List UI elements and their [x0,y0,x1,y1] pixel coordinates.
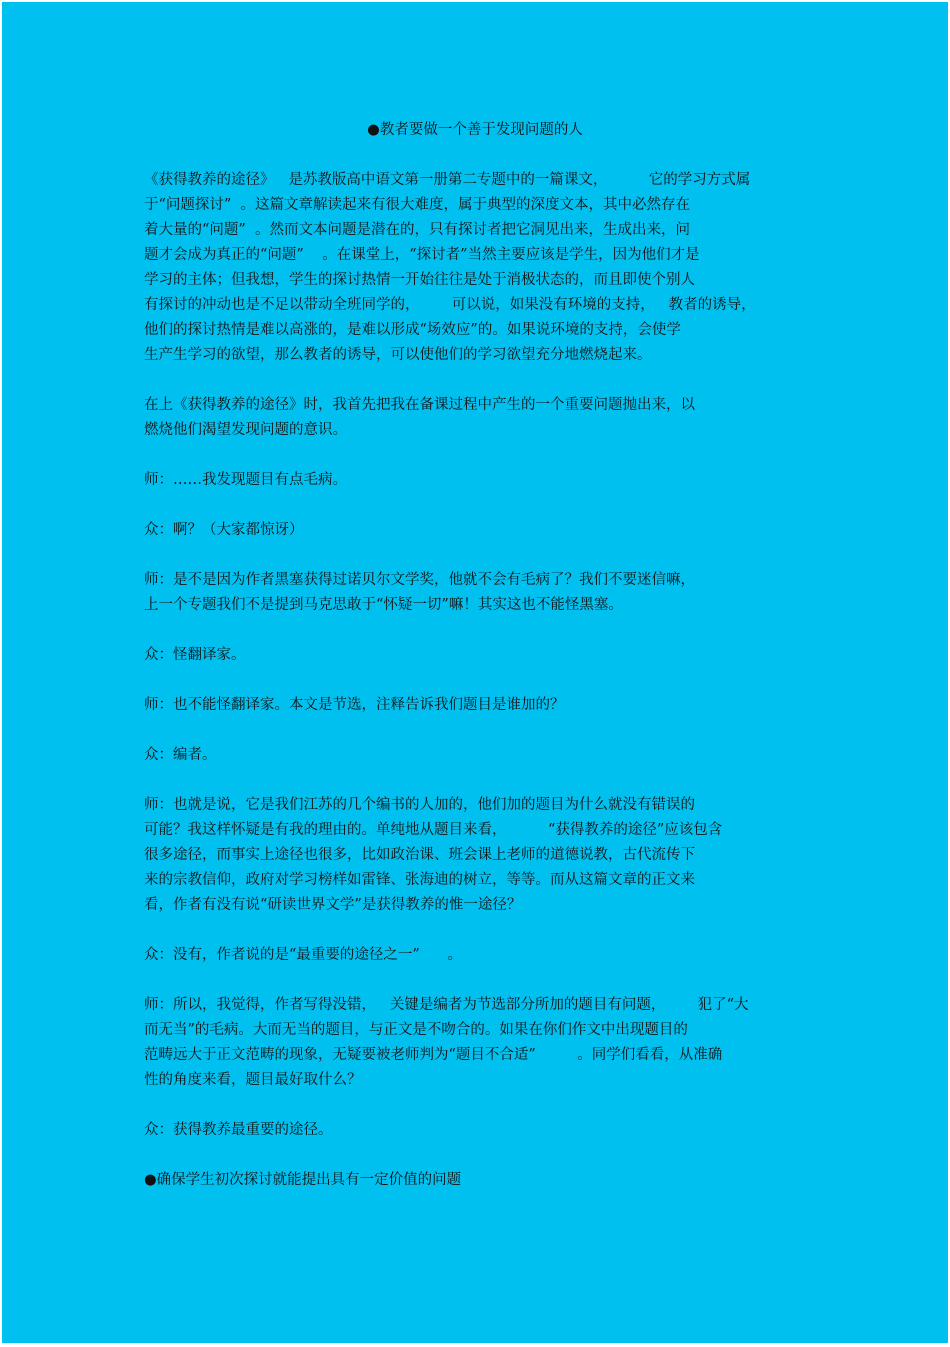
text-line: 很多途径，而事实上途径也很多，比如政治课、班会课上老师的道德说教，古代流传下 [144,847,695,863]
text-line: 他们的探讨热情是难以高涨的，是难以形成“场效应”的。如果说环境的支持，会使学 [144,322,681,338]
paragraph [144,943,809,968]
text-line: 可能？我这样怀疑是有我的理由的。单纯地从题目来看， “获得教养的途径”应该包含 [144,822,723,838]
paragraph [144,1118,809,1143]
text-line: 师：……我发现题目有点毛病。 [144,472,347,488]
text-line: 众：获得教养最重要的途径。 [144,1122,333,1138]
paragraph [144,643,809,668]
text-line: 众：没有，作者说的是“最重要的途径之一” 。 [144,947,462,963]
paragraph [144,743,809,768]
text-line: 范畴远大于正文范畴的现象，无疑要被老师判为“题目不合适” 。同学们看看，从准确 [144,1047,723,1063]
text-line: 学习的主体；但我想，学生的探讨热情一开始往往是处于消极状态的，而且即使个别人 [144,272,695,288]
text-line: 来的宗教信仰，政府对学习榜样如雷锋、张海迪的树立，等等。而从这篇文章的正文来 [144,872,695,888]
text-line: 有探讨的冲动也是不足以带动全班同学的， 可以说，如果没有环境的支持， 教者的诱导， [144,297,756,313]
text-line: 众：编者。 [144,747,217,763]
section-heading-2: ●确保学生初次探讨就能提出具有一定价值的问题 [144,1172,462,1188]
text-line: 师：也就是说，它是我们江苏的几个编书的人加的，他们加的题目为什么就没有错误的 [144,797,695,813]
document-body [144,168,809,1193]
text-line: 燃烧他们渴望发现问题的意识。 [144,422,347,438]
paragraph [144,793,809,918]
text-line: 于“问题探讨” 。这篇文章解读起来有很大难度，属于典型的深度文本，其中必然存在 [144,197,691,213]
text-line: 着大量的“问题” 。然而文本问题是潜在的，只有探讨者把它洞见出来，生成出来，问 [144,222,691,238]
text-line: 师：是不是因为作者黑塞获得过诺贝尔文学奖，他就不会有毛病了？我们不要迷信嘛， [144,572,695,588]
text-line: 众：啊？（大家都惊讶） [144,522,304,538]
text-line: 师：所以，我觉得，作者写得没错， 关键是编者为节选部分所加的题目有问题， 犯了“大 [144,997,749,1013]
text-line: 众：怪翻译家。 [144,647,246,663]
section-heading-1: ●教者要做一个善于发现问题的人 [367,122,583,138]
text-line: 生产生学习的欲望，那么教者的诱导，可以使他们的学习欲望充分地燃烧起来。 [144,347,652,363]
document-page [2,2,948,1343]
paragraph [144,518,809,543]
text-line: 性的角度来看，题目最好取什么？ [144,1072,362,1088]
text-line: 《获得教养的途径》 是苏教版高中语文第一册第二专题中的一篇课文， 它的学习方式属 [144,172,751,188]
paragraph [144,993,809,1093]
paragraph [144,393,809,443]
paragraph [144,568,809,618]
text-line: 在上《获得教养的途径》时，我首先把我在备课过程中产生的一个重要问题抛出来，以 [144,397,695,413]
text-line: 师：也不能怪翻译家。本文是节选，注释告诉我们题目是谁加的？ [144,697,565,713]
paragraph [144,168,809,368]
text-line: 上一个专题我们不是提到马克思敢于“怀疑一切”嘛！其实这也不能怪黑塞。 [144,597,623,613]
paragraph-list [144,168,809,1143]
text-line: 看，作者有没有说“研读世界文学”是获得教养的惟一途径？ [144,897,522,913]
text-line: 题才会成为真正的“问题” 。在课堂上，“探讨者”当然主要应该是学生，因为他们才是 [144,247,700,263]
paragraph [144,693,809,718]
paragraph [144,468,809,493]
text-line: 而无当”的毛病。大而无当的题目，与正文是不吻合的。如果在你们作文中出现题目的 [144,1022,688,1038]
